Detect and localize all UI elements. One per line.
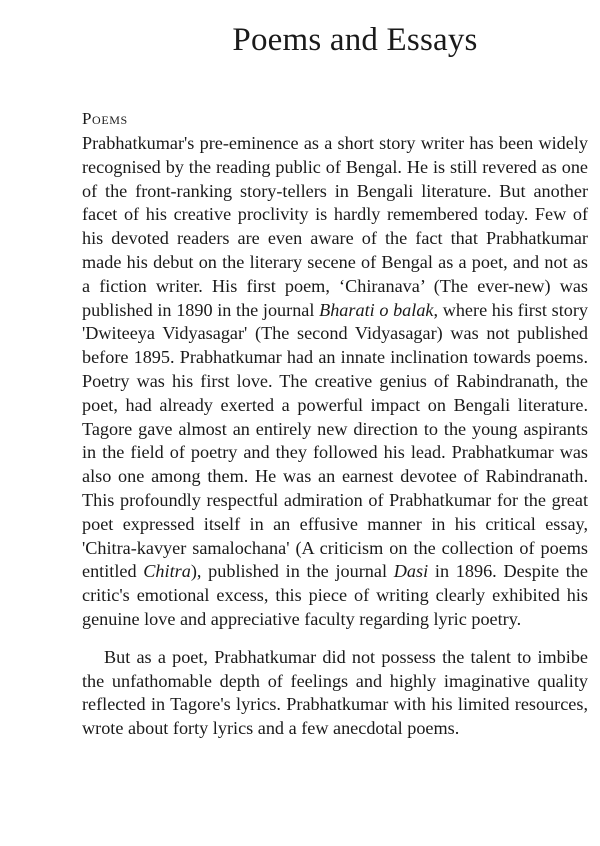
journal-title-dasi: Dasi (393, 561, 429, 582)
paragraph-1-text-a: Prabhatkumar's pre-eminence as a short story writer has been widely recognised by the reading public of Bengal. He is still revered as one of the front-ranking story-tellers in Bengali literature. But another facet of his creative proclivity is hardly remembered today. Few of his devoted readers are even aware of the fact that Prabhatkumar made his debut on the literary secene of Bengal as a poet, and not as a fiction writer. His first poem, ‘Chiranava’ (The ever-new) was published in 1890 in the journal (82, 133, 588, 320)
body-paragraph-1 (82, 132, 588, 632)
body-paragraph-2: But as a poet, Prabhatkumar did not possess the talent to imbibe the unfathomable depth of feelings and highly imaginative quality reflected in Tagore's lyrics. Prabhatkumar with his limited resources, wrote about forty lyrics and a few anecdotal poems. (82, 646, 588, 739)
section-heading: Poems (82, 109, 128, 128)
collection-title-chitra: Chitra (143, 561, 191, 582)
page-title: Poems and Essays (232, 22, 478, 58)
paragraph-1-text-d: in 1896. Despite the critic's emotional excess, this piece of writing clearly exhibited his genuine love and appreciative faculty regarding lyric poetry. (82, 561, 588, 629)
paragraph-1-text-b: , where his first story 'Dwiteeya Vidyasagar' (The second Vidyasagar) was not published before 1895. Prabhatkumar had an innate inclination towards poems. Poetry was his first love. The creative genius of Rabindranath, the poet, had already exerted a powerful impact on Bengali literature. Tagore gave almost an entirely new direction to the young aspirants in the field of poetry and they followed his lead. Prabhatkumar was also one among them. He was an earnest devotee of Rabindranath. This profoundly respectful admiration of Prabhatkumar for the great poet expressed itself in an effusive manner in his critical essay, 'Chitra-kavyer samalochana' (A criticism on the collection of poems entitled (82, 299, 589, 582)
journal-title-bharati-o-balak: Bharati o balak (319, 299, 434, 320)
paragraph-1-text-c: ), published in the journal (190, 561, 394, 582)
